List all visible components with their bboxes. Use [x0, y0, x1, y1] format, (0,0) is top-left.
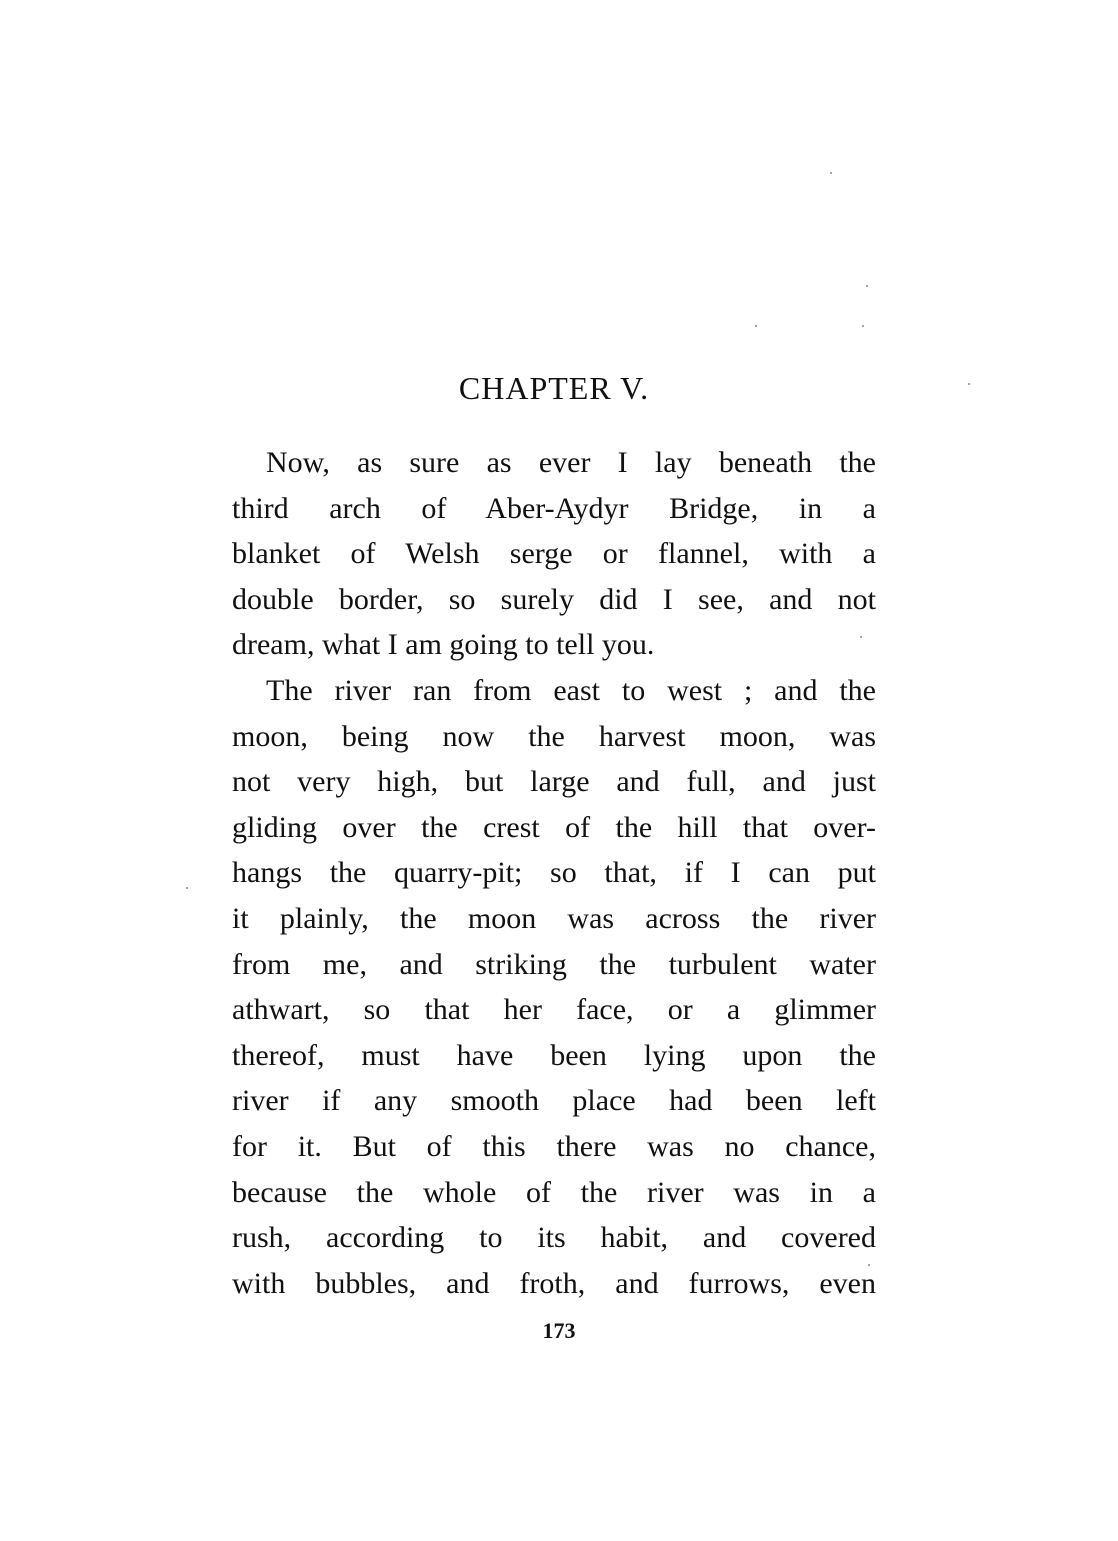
- scan-speck: [866, 285, 868, 287]
- paragraph-1: [232, 440, 876, 668]
- text-line: double border, so surely did I see, and not: [232, 582, 876, 616]
- scan-speck: [830, 172, 832, 174]
- text-line: athwart, so that her face, or a glimmer: [232, 993, 876, 1027]
- text-line: rush, according to its habit, and covered: [232, 1221, 876, 1255]
- body-text: [232, 440, 876, 1306]
- text-line: hangs the quarry-pit; so that, if I can put: [232, 856, 876, 890]
- text-line: dream, what I am going to tell you.: [232, 628, 655, 662]
- scan-speck: [860, 636, 862, 638]
- text-line: river if any smooth place had been left: [232, 1084, 876, 1118]
- text-line: blanket of Welsh serge or flannel, with a: [232, 537, 876, 571]
- text-line: third arch of Aber-Aydyr Bridge, in a: [232, 491, 876, 525]
- text-line: not very high, but large and full, and just: [232, 765, 876, 799]
- text-line: with bubbles, and froth, and furrows, even: [232, 1266, 876, 1300]
- scan-speck: [862, 325, 864, 327]
- scan-speck: [186, 887, 188, 889]
- chapter-heading: CHAPTER V.: [458, 370, 650, 406]
- text-line: for it. But of this there was no chance,: [232, 1129, 876, 1163]
- scan-speck: [968, 383, 970, 385]
- scan-speck: [868, 1264, 870, 1266]
- text-line: it plainly, the moon was across the river: [232, 901, 876, 935]
- text-line: thereof, must have been lying upon the: [232, 1038, 876, 1072]
- text-line: because the whole of the river was in a: [232, 1175, 876, 1209]
- text-line: The river ran from east to west ; and the: [266, 673, 876, 707]
- text-line: Now, as sure as ever I lay beneath the: [266, 446, 876, 479]
- scan-speck: [755, 325, 757, 327]
- text-line: from me, and striking the turbulent water: [232, 947, 876, 981]
- paragraph-2: [232, 668, 876, 1306]
- page-number: 173: [542, 1318, 576, 1343]
- text-line: moon, being now the harvest moon, was: [232, 719, 876, 753]
- text-line: gliding over the crest of the hill that over-: [232, 810, 876, 844]
